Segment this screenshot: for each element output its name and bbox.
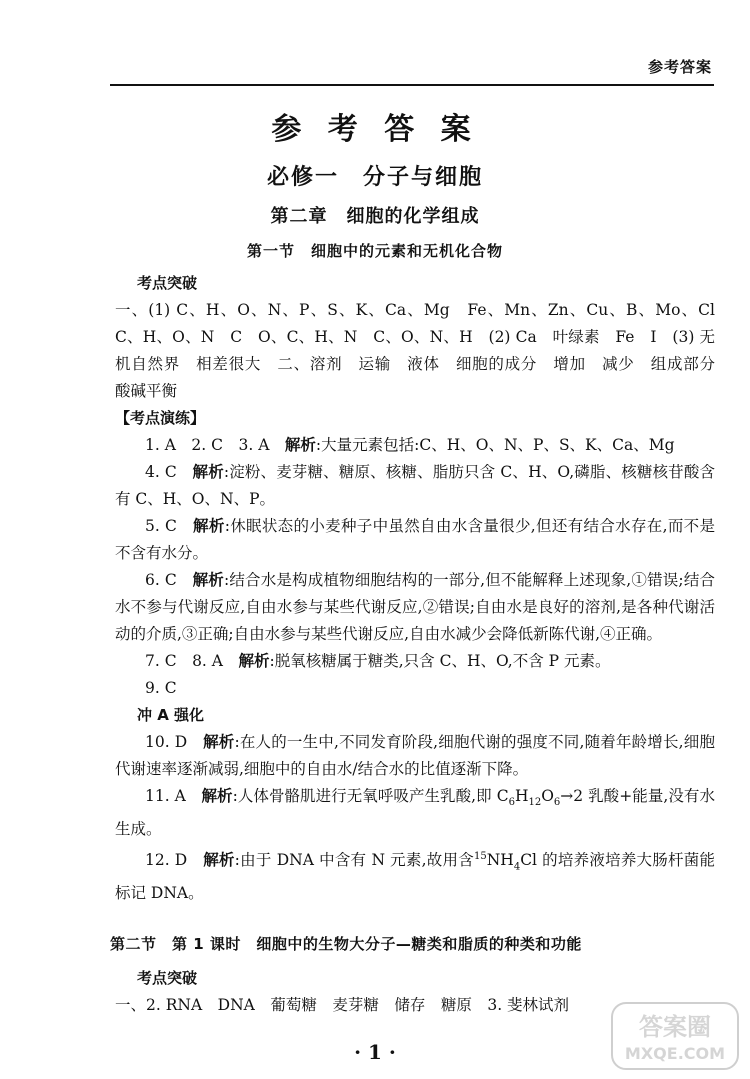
- heading-kaodian-tupo: 考点突破: [137, 274, 198, 292]
- superscript: 15: [473, 851, 487, 863]
- answer-keys: 4. C: [145, 463, 193, 481]
- answer-keys: 12. D: [145, 851, 204, 870]
- formula-h: H: [514, 787, 529, 805]
- header-rule: [110, 84, 714, 86]
- section-title: 第一节 细胞中的元素和无机化合物: [246, 242, 503, 260]
- explain-label: 解析: [284, 436, 316, 454]
- page-number: · 1 ·: [354, 1040, 396, 1064]
- section2-title: 第二节 第 1 课时 细胞中的生物大分子—糖类和脂质的种类和功能: [110, 935, 582, 953]
- explain-text: :在人的一生中,不同发育阶段,细胞代谢的强度不同,随着年龄增长,细胞代谢速率逐渐减弱,细胞中的自由水/结合水的比值逐渐下降。: [115, 733, 715, 778]
- explain-text: :人体骨骼肌进行无氧呼吸产生乳酸,即 C: [232, 787, 509, 805]
- explain-text: :由于 DNA 中含有 N 元素,故用含: [234, 851, 474, 870]
- answer-q5: [115, 513, 715, 567]
- heading-kaodian-tupo-2: 考点突破: [137, 969, 198, 987]
- running-header: 参考答案: [647, 58, 712, 76]
- answer-keys: 5. C: [145, 517, 194, 535]
- answer-q11: [115, 783, 715, 843]
- watermark-text-2: MXQE.COM: [624, 1044, 726, 1063]
- explain-text: :脱氧核糖属于糖类,只含 C、H、O,不含 P 元素。: [269, 652, 611, 670]
- explain-text: Cl 的培养液培养大肠杆菌能标记 DNA。: [115, 851, 715, 903]
- answer-q4: [115, 459, 715, 513]
- explain-label: 解析: [193, 517, 225, 535]
- section1-content: [115, 270, 731, 907]
- watermark-text-1: 答案圈: [639, 1013, 711, 1041]
- answer-keys: 11. A: [145, 787, 202, 805]
- explain-label: 解析: [203, 851, 235, 870]
- watermark-icon: [610, 1001, 740, 1071]
- explain-label: 解析: [192, 571, 224, 589]
- answer-keys: 10. D: [145, 733, 204, 751]
- answer-keys: 6. C: [145, 571, 193, 589]
- subscript: 12: [528, 797, 542, 809]
- explain-text: :休眠状态的小麦种子中虽然自由水含量很少,但还有结合水存在,而不是不含有水分。: [115, 517, 715, 562]
- heading-kaodian-yanlian: 【考点演练】: [115, 409, 206, 427]
- answer-q1-3: [115, 432, 715, 459]
- subscript: 4: [513, 861, 521, 873]
- answer-q9: 9. C: [145, 679, 177, 697]
- answer-q6: [115, 567, 715, 648]
- chapter-title: 第二章 细胞的化学组成: [270, 206, 480, 227]
- answer-q12: [115, 843, 715, 907]
- answer-keys: 1. A 2. C 3. A: [145, 436, 285, 454]
- explain-text: →2 乳酸+能量,没有水生成。: [115, 787, 715, 839]
- answer-block-1: 一、(1) C、H、O、N、P、S、K、Ca、Mg Fe、Mn、Zn、Cu、B、Mo、Cl C、H、O、N C O、C、H、N C、O、N、H (2) Ca 叶绿素 Fe I (3) 无机自然界 相差很大 二、溶剂 运输 液体 细胞的成分 增加 减少 组成部分 酸碱平衡: [115, 301, 731, 400]
- watermark-logo: [610, 1001, 740, 1071]
- explain-label: 解析: [238, 652, 270, 670]
- answer-block-2: 一、2. RNA DNA 葡萄糖 麦芽糖 储存 糖原 3. 斐林试剂: [115, 996, 570, 1014]
- module-title: 必修一 分子与细胞: [266, 165, 483, 190]
- subscript: 6: [553, 797, 561, 809]
- explain-label: 解析: [203, 733, 235, 751]
- explain-text: :淀粉、麦芽糖、糖原、核糖、脂肪只含 C、H、O,磷脂、核糖核苷酸含有 C、H、O、N、P。: [115, 463, 715, 508]
- explain-text: :大量元素包括:C、H、O、N、P、S、K、Ca、Mg: [315, 436, 675, 454]
- heading-chong-a: 冲 A 强化: [137, 706, 205, 724]
- explain-text: :结合水是构成植物细胞结构的一部分,但不能解释上述现象,①错误;结合水不参与代谢反应,自由水参与某些代谢反应,②错误;自由水是良好的溶剂,是各种代谢活动的介质,③正确;自由水参与某些代谢反应,自由水减少会降低新陈代谢,④正确。: [115, 571, 715, 643]
- page-title: 参 考 答 案: [271, 112, 479, 147]
- formula-o: O: [541, 787, 554, 805]
- answer-q7-8: [115, 648, 715, 675]
- formula-nh: NH: [486, 851, 514, 870]
- explain-label: 解析: [201, 787, 233, 805]
- subscript: 6: [508, 797, 515, 809]
- answer-keys: 7. C 8. A: [145, 652, 239, 670]
- explain-label: 解析: [192, 463, 224, 481]
- answer-q10: [115, 729, 715, 783]
